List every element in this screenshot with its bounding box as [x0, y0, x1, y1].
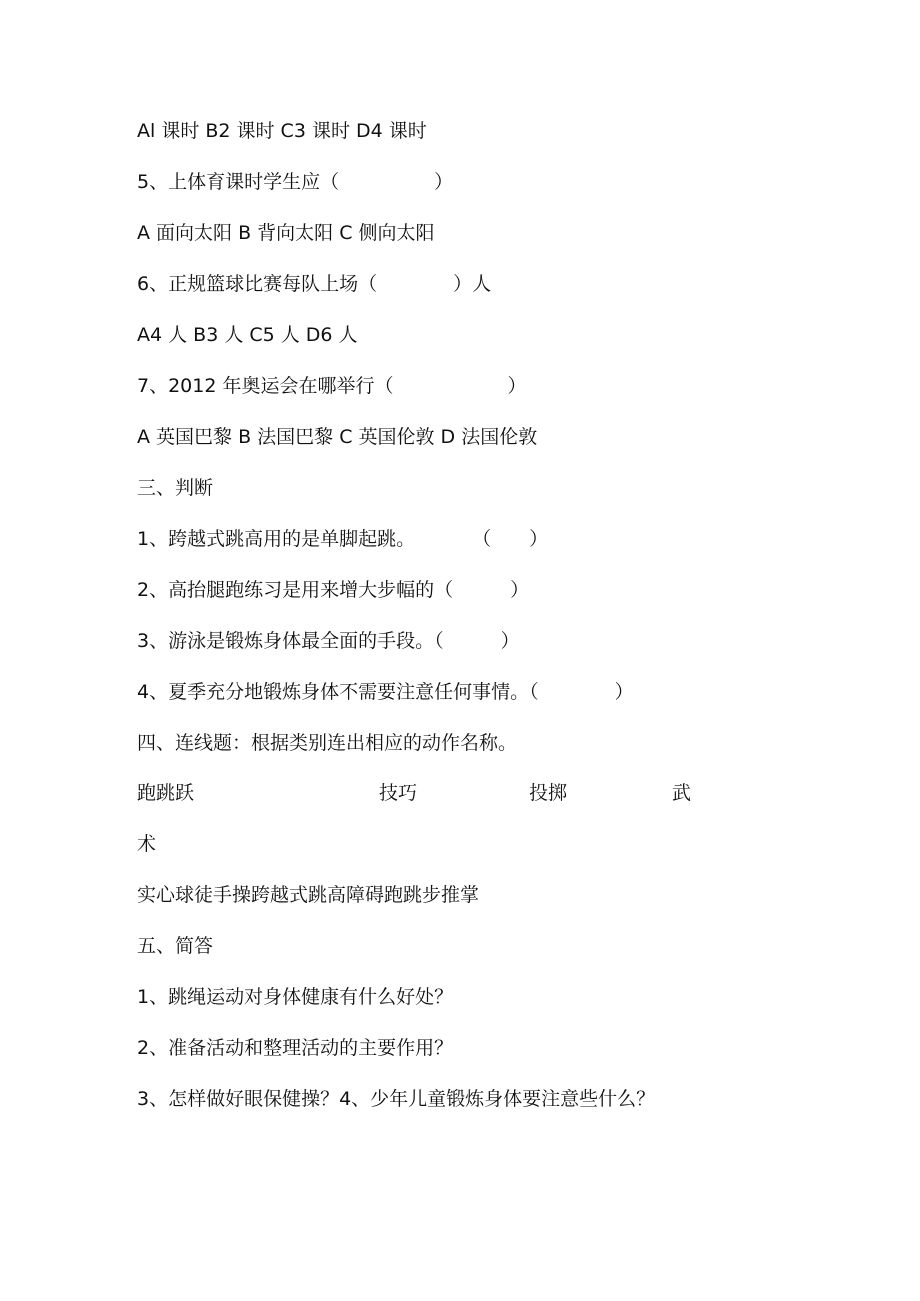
answer-options-q7: A 英国巴黎 B 法国巴黎 C 英国伦敦 D 法国伦敦: [137, 426, 538, 448]
short-answer-2: 2、准备活动和整理活动的主要作用？: [137, 1037, 454, 1059]
matching-category-martial: 武: [672, 782, 692, 804]
answer-options-q4: Al 课时 B2 课时 C3 课时 D4 课时: [137, 120, 427, 142]
short-answer-3-4: 3、怎样做好眼保健操？4、少年儿童锻炼身体要注意些什么？: [137, 1088, 656, 1110]
answer-options-q5: A 面向太阳 B 背向太阳 C 侧向太阳: [137, 222, 435, 244]
judgment-item-2: 2、高抬腿跑练习是用来增大步幅的（ ）: [137, 579, 530, 601]
judgment-item-1: 1、跨越式跳高用的是单脚起跳。 （ ）: [137, 528, 549, 550]
matching-category-throwing: 投掷: [529, 782, 568, 804]
question-7: 7、2012 年奥运会在哪举行（ ）: [137, 375, 527, 397]
matching-category-martial-continued: 术: [137, 833, 157, 855]
matching-category-running: 跑跳跃: [137, 782, 195, 804]
section-heading-short-answer: 五、简答: [137, 935, 214, 957]
matching-actions-list: 实心球徒手操跨越式跳高障碍跑跳步推掌: [137, 884, 480, 906]
section-heading-judgment: 三、判断: [137, 477, 214, 499]
section-heading-matching: 四、连线题：根据类别连出相应的动作名称。: [137, 732, 518, 754]
matching-category-skills: 技巧: [379, 782, 418, 804]
question-5: 5、上体育课时学生应（ ）: [137, 171, 454, 193]
judgment-item-4: 4、夏季充分地锻炼身体不需要注意任何事情。（ ）: [137, 681, 634, 703]
judgment-item-3: 3、游泳是锻炼身体最全面的手段。（ ）: [137, 630, 520, 652]
short-answer-1: 1、跳绳运动对身体健康有什么好处？: [137, 986, 454, 1008]
question-6: 6、正规篮球比赛每队上场（ ）人: [137, 273, 492, 295]
answer-options-q6: A4 人 B3 人 C5 人 D6 人: [137, 324, 358, 346]
